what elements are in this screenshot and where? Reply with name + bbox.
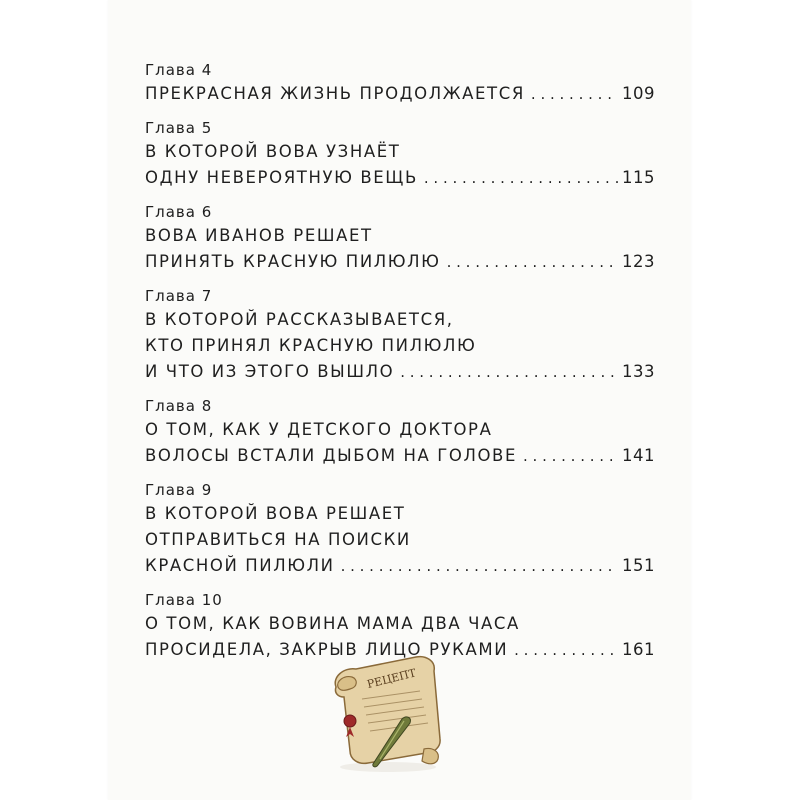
- chapter-title-line: ВОВА ИВАНОВ РЕШАЕТ: [145, 226, 373, 245]
- chapter-title-text: КРАСНОЙ ПИЛЮЛИ: [145, 556, 335, 575]
- chapter-number: Глава 5: [145, 119, 213, 137]
- chapter-title-line: ОТПРАВИТЬСЯ НА ПОИСКИ: [145, 530, 411, 549]
- chapter-title-line: [145, 359, 655, 385]
- toc-entry[interactable]: [145, 201, 655, 275]
- chapter-number: Глава 7: [145, 287, 213, 305]
- dot-leader: [447, 249, 618, 275]
- prescription-scroll-with-pen-icon: [328, 647, 448, 775]
- page-number: 115: [622, 168, 655, 187]
- chapter-title-text: ПРИНЯТЬ КРАСНУЮ ПИЛЮЛЮ: [145, 252, 441, 271]
- chapter-number: Глава 10: [145, 591, 223, 609]
- chapter-title-line: [145, 81, 655, 107]
- chapter-title-line: КТО ПРИНЯЛ КРАСНУЮ ПИЛЮЛЮ: [145, 336, 477, 355]
- chapter-title-text: И ЧТО ИЗ ЭТОГО ВЫШЛО: [145, 362, 395, 381]
- chapter-number: Глава 9: [145, 481, 213, 499]
- chapter-title-text: ОДНУ НЕВЕРОЯТНУЮ ВЕЩЬ: [145, 168, 418, 187]
- chapter-title-text: ПРОСИДЕЛА, ЗАКРЫВ ЛИЦО РУКАМИ: [145, 640, 509, 659]
- toc-entry[interactable]: [145, 285, 655, 385]
- chapter-title-line: [145, 443, 655, 469]
- dot-leader: [531, 81, 618, 107]
- dot-leader: [523, 443, 618, 469]
- chapter-title-line: [145, 249, 655, 275]
- page-number: 109: [622, 84, 655, 103]
- chapter-title-line: [145, 553, 655, 579]
- toc-entry[interactable]: [145, 479, 655, 579]
- dot-leader: [400, 359, 618, 385]
- chapter-title-text: ПРЕКРАСНАЯ ЖИЗНЬ ПРОДОЛЖАЕТСЯ: [145, 84, 525, 103]
- chapter-title-line: В КОТОРОЙ ВОВА РЕШАЕТ: [145, 504, 406, 523]
- table-of-contents: [145, 59, 655, 673]
- toc-entry[interactable]: [145, 395, 655, 469]
- dot-leader: [424, 165, 618, 191]
- chapter-title-line: [145, 165, 655, 191]
- page-number: 141: [622, 446, 655, 465]
- chapter-title-line: О ТОМ, КАК У ДЕТСКОГО ДОКТОРА: [145, 420, 493, 439]
- page-number: 161: [622, 640, 655, 659]
- chapter-title-line: В КОТОРОЙ ВОВА УЗНАЁТ: [145, 142, 401, 161]
- scroll-title: РЕЦЕПТ: [365, 666, 418, 692]
- chapter-number: Глава 6: [145, 203, 213, 221]
- chapter-title-line: В КОТОРОЙ РАССКАЗЫВАЕТСЯ,: [145, 310, 454, 329]
- chapter-number: Глава 8: [145, 397, 213, 415]
- page-number: 133: [622, 362, 655, 381]
- dot-leader: [514, 637, 618, 663]
- chapter-number: Глава 4: [145, 61, 213, 79]
- page-number: 151: [622, 556, 655, 575]
- chapter-title-text: ВОЛОСЫ ВСТАЛИ ДЫБОМ НА ГОЛОВЕ: [145, 446, 517, 465]
- toc-entry[interactable]: [145, 59, 655, 107]
- dot-leader: [341, 553, 618, 579]
- chapter-title-line: О ТОМ, КАК ВОВИНА МАМА ДВА ЧАСА: [145, 614, 520, 633]
- page-number: 123: [622, 252, 655, 271]
- toc-entry[interactable]: [145, 117, 655, 191]
